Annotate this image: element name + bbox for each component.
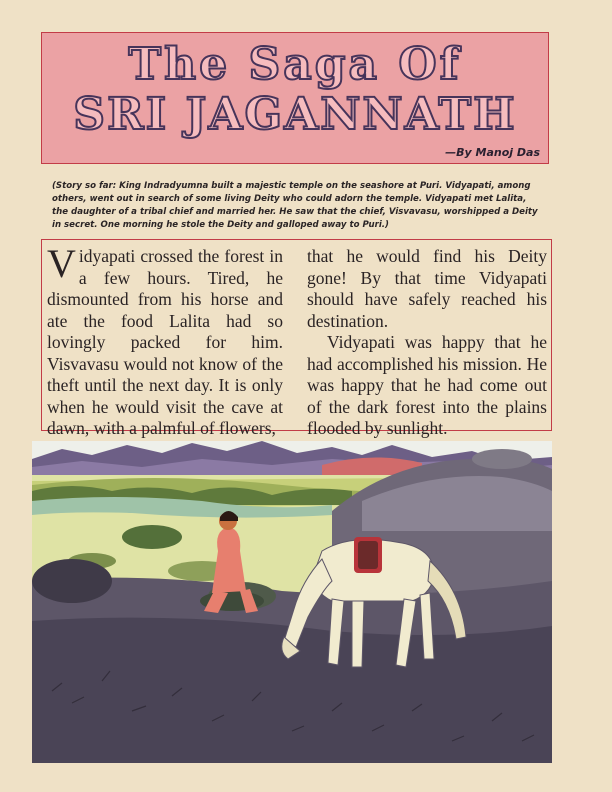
story-column-2-paragraph-2: Vidyapati was happy that he had accomplished his mission. He was happy that he had come out of the dark forest into the plains flooded by sunlight. — [307, 332, 547, 438]
title-banner — [41, 32, 549, 164]
story-so-far-synopsis: (Story so far: King Indradyumna built a majestic temple on the seashore at Puri. Vidyapati, among others, went out in search of some living Deity who could adorn the temple. Vidyapati met Lalita, the daughter of a tribal chief and married her. He saw that the chief, Visvavasu, worshipped a Deity in secret. One morning he stole the Deity and galloped away to Puri.) — [52, 181, 538, 230]
story-column-2-paragraph-1: that he would find his Deity gone! By that time Vidyapati should have safely reached his destination. — [307, 246, 547, 331]
story-column-1 — [47, 241, 283, 440]
title-line-2: SRI JAGANNATH — [73, 89, 517, 140]
drop-cap: V — [47, 241, 76, 286]
title-line-1: The Saga Of — [128, 39, 462, 90]
story-column-2 — [307, 246, 547, 440]
illustration-vidyapati-resting-with-horse — [32, 441, 552, 763]
story-column-1-text: idyapati crossed the forest in a few hours. Tired, he dismounted from his horse and ate the food Lalita had so lovingly packed for him. Visvavasu would not know of the theft until the next day. It is only when he would visit the cave at dawn, with a palmful of flowers, — [47, 246, 283, 438]
author-byline: —By Manoj Das — [445, 146, 540, 159]
story-text-box — [41, 239, 552, 438]
